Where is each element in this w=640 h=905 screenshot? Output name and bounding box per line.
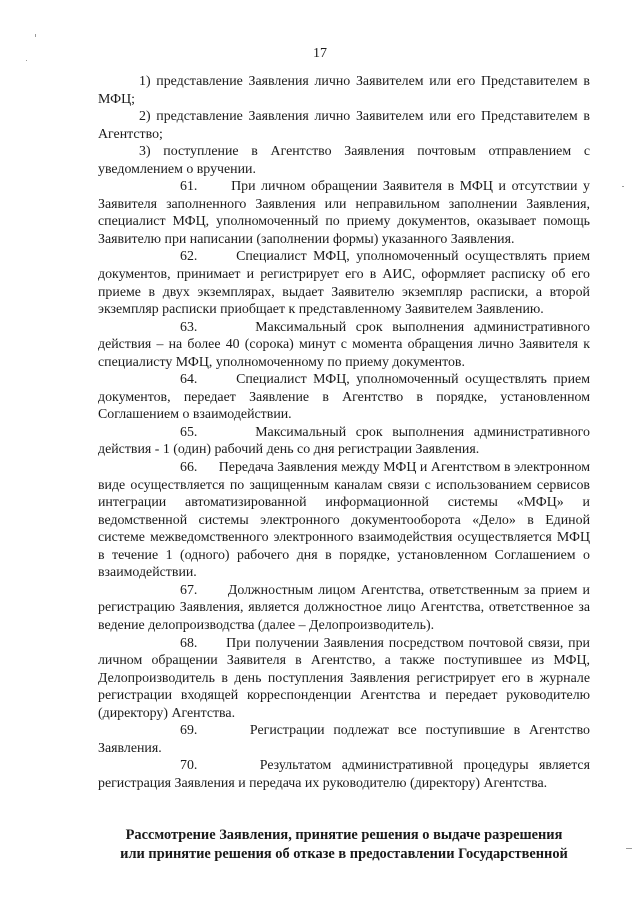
paragraph-69: [98, 722, 590, 757]
paragraph-text: Максимальный срок выполнения административного действия - 1 (один) рабочий день со дня регистрации Заявления.: [98, 424, 590, 458]
paragraph-number: 65.: [180, 424, 198, 440]
paragraph-text: 3) поступление в Агентство Заявления почтовым отправлением с уведомлением о вручении.: [98, 144, 590, 177]
paragraph-text: Должностным лицом Агентства, ответственным за прием и регистрацию Заявления, является должностное лицо Агентства, ответственное за ведение делопроизводства (далее – Делопроизводитель).: [98, 582, 590, 633]
paragraph-text: Специалист МФЦ, уполномоченный осуществлять прием документов, передает Заявление в Агентство в порядке, установленном Соглашением о взаимодействии.: [98, 372, 590, 423]
list-item-2: [98, 108, 590, 143]
section-heading-line-2: или принятие решения об отказе в предоставлении Государственной: [120, 846, 568, 862]
paragraph-68: [98, 635, 590, 723]
page-number: 17: [313, 46, 327, 61]
paragraph-text: При личном обращении Заявителя в МФЦ и отсутствии у Заявителя заполненного Заявления или неправильном заполнении Заявления, специалист МФЦ, уполномоченный по приему документов, оказывает помощь Заявителю при написании (заполнении формы) указанного Заявления.: [98, 179, 590, 247]
paragraph-number: 69.: [180, 723, 198, 739]
paragraph-64: [98, 371, 590, 424]
paragraph-number: 67.: [180, 582, 198, 598]
paragraph-text: 2) представление Заявления лично Заявителем или его Представителем в Агентство;: [98, 109, 590, 142]
scan-artifact-right-top: [622, 186, 624, 187]
scan-artifact-right-bottom: [626, 848, 632, 849]
list-item-3: [98, 143, 590, 178]
paragraph-61: [98, 178, 590, 248]
paragraph-65: [98, 424, 590, 459]
section-heading: [100, 826, 588, 864]
paragraph-66: [98, 459, 590, 582]
paragraph-text: Специалист МФЦ, уполномоченный осуществлять прием документов, принимает и регистрирует его в АИС, оформляет расписку об его приеме в двух экземплярах, выдает Заявителю экземпляр расписки, а второй экземпляр расписки приобщает к представленному Заявителем Заявлению.: [98, 249, 590, 318]
paragraph-number: 66.: [180, 460, 198, 476]
list-item-1: [98, 73, 590, 108]
paragraph-text: При получении Заявления посредством почтовой связи, при личном обращении Заявителя в Агентство, а также поступившее из МФЦ, Делопроизводитель в день поступления Заявления регистрирует его в журнале регистрации входящей корреспонденции Агентства и передает руководителю (директору) Агентства.: [98, 635, 590, 721]
paragraph-number: 63.: [180, 319, 198, 335]
paragraph-number: 68.: [180, 635, 198, 651]
paragraph-text: Максимальный срок выполнения административного действия – на более 40 (сорока) минут с момента обращения лично Заявителя к специалисту МФЦ, уполномоченному по приему документов.: [98, 319, 590, 370]
paragraph-text: Передача Заявления между МФЦ и Агентством в электронном виде осуществляется по защищенным каналам связи с использованием сервисов интеграции автоматизированной информационной системы «МФЦ» и ведомственной системы электронного документооборота «Дело» в Единой системе межведомственного электронного взаимодействия осуществляется МФЦ в течение 1 (одного) рабочего дня в порядке, установленном Соглашением о взаимодействии.: [98, 460, 590, 581]
scan-artifact-left-bottom: [26, 60, 27, 61]
scan-artifact-left-top: [35, 34, 36, 37]
paragraph-number: 62.: [180, 249, 198, 265]
paragraph-text: Регистрации подлежат все поступившие в Агентство Заявления.: [98, 723, 590, 756]
paragraph-67: [98, 582, 590, 635]
paragraph-63: [98, 319, 590, 372]
section-heading-line-1: Рассмотрение Заявления, принятие решения о выдаче разрешения: [125, 827, 563, 843]
paragraph-62: [98, 248, 590, 318]
paragraph-text: Результатом административной процедуры является регистрация Заявления и передача их руководителю (директору) Агентства.: [98, 758, 590, 791]
paragraph-number: 61.: [180, 179, 198, 195]
document-body: [98, 73, 590, 792]
paragraph-70: [98, 757, 590, 792]
paragraph-number: 64.: [180, 372, 198, 388]
paragraph-number: 70.: [180, 758, 198, 774]
paragraph-text: 1) представление Заявления лично Заявителем или его Представителем в МФЦ;: [98, 74, 590, 107]
